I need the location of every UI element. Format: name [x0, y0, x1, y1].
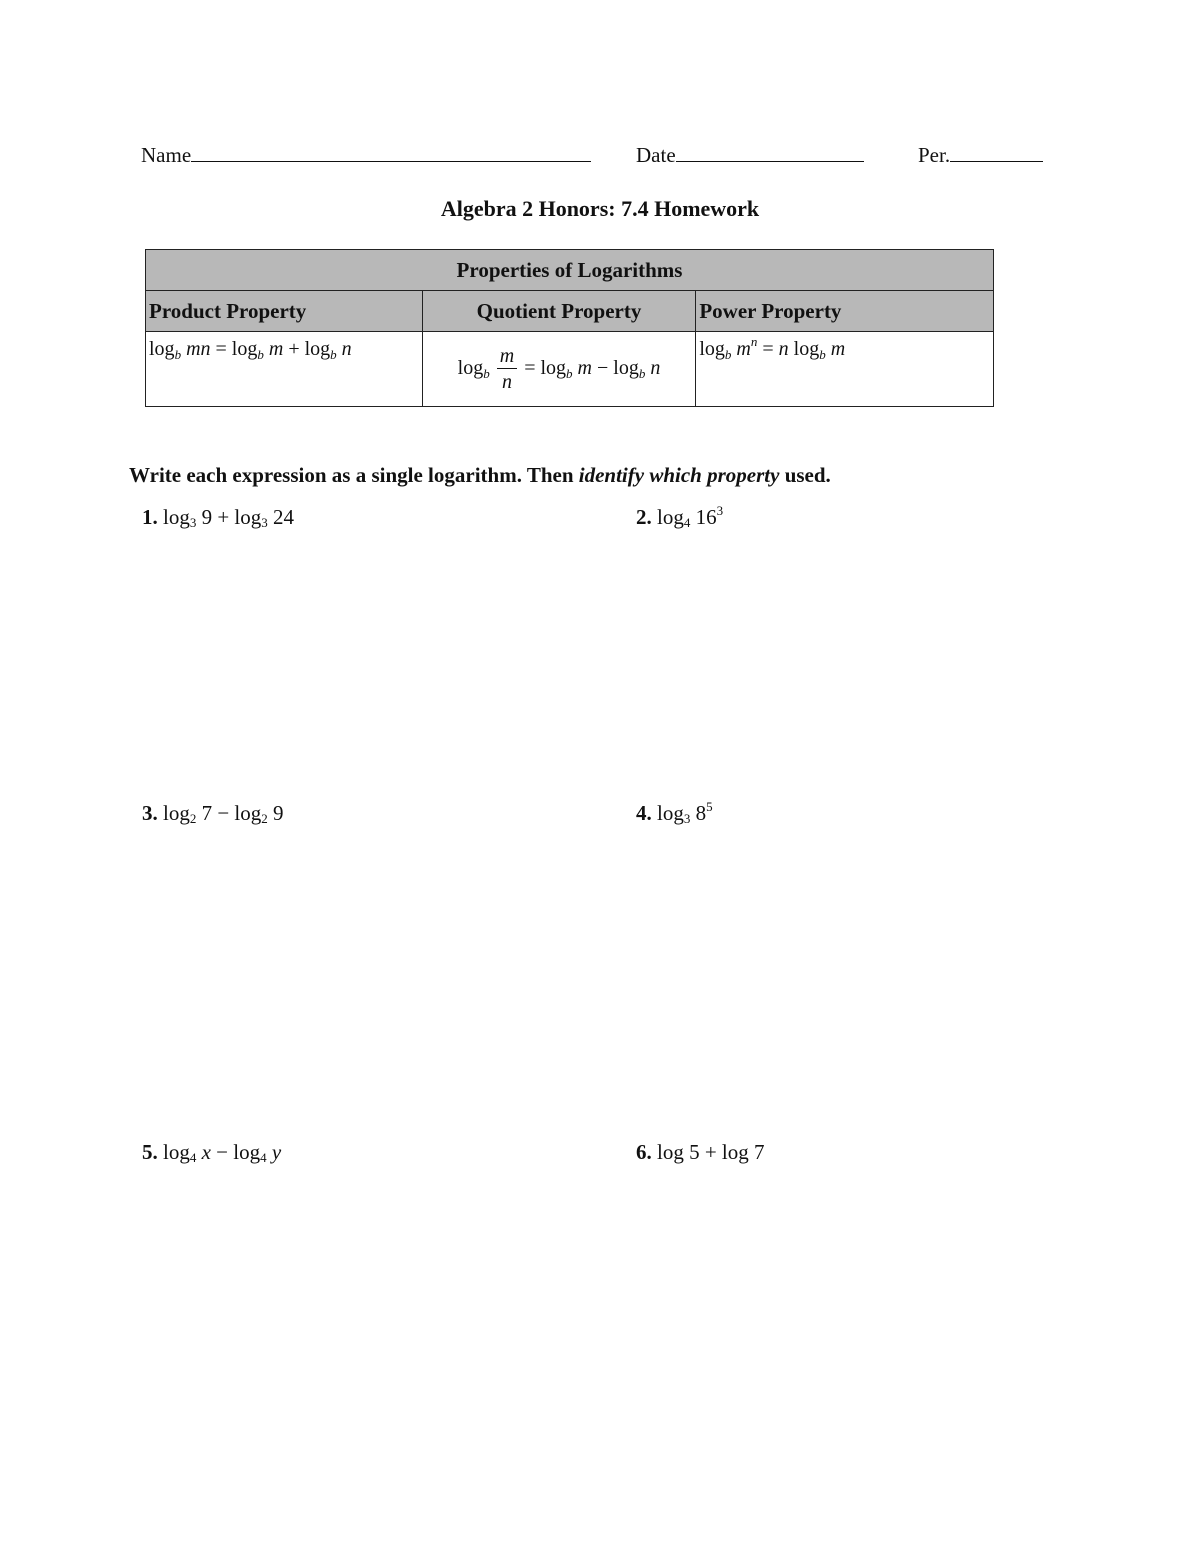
period-field[interactable]	[918, 142, 1043, 168]
problem-expression: log 5 + log 7	[657, 1140, 765, 1164]
problem-4	[636, 801, 713, 826]
date-label: Date	[636, 143, 676, 167]
problem-expression: $\log_2 7 - \log_2 9$	[163, 801, 284, 826]
product-property-formula: $\log_b$ mn = $\log_b m + \log_b n$	[146, 332, 423, 407]
page-title: Algebra 2 Honors: 7.4 Homework	[440, 196, 760, 221]
name-field[interactable]	[141, 142, 591, 168]
column-header-quotient: Quotient Property	[422, 291, 696, 332]
problem-number: 2.	[636, 505, 652, 529]
name-label: Name	[141, 143, 192, 167]
date-field[interactable]	[636, 142, 864, 168]
instructions-emphasis: identify which property	[578, 463, 780, 487]
problem-number: 6.	[636, 1140, 652, 1164]
column-header-power: Power Property	[696, 291, 994, 332]
table-caption: Properties of Logarithms	[146, 250, 994, 291]
instructions-text-end: used.	[779, 463, 831, 487]
problem-3	[142, 801, 284, 826]
problem-expression: $\log_4 x - \log_4 y$	[163, 1140, 282, 1165]
properties-table	[145, 249, 994, 407]
problem-expression: $\log_4 16^3$	[657, 503, 724, 530]
quotient-property-formula: $\log_b$ $\frac{m}{n}$ = $\log_b m - \log_b n$	[422, 332, 696, 407]
period-blank-line[interactable]	[950, 142, 1043, 162]
period-label: Per.	[918, 143, 951, 167]
power-property-formula: $\log_b m^n = n$ $\log_b m$	[696, 332, 994, 407]
problem-expression: $\log_3 8^5$	[657, 799, 713, 826]
problem-number: 5.	[142, 1140, 158, 1164]
name-blank-line[interactable]	[191, 142, 591, 162]
instructions	[129, 463, 831, 488]
problem-1	[142, 505, 294, 530]
problem-5	[142, 1140, 281, 1165]
problem-6	[636, 1140, 765, 1165]
problem-2	[636, 505, 723, 530]
column-header-product: Product Property	[146, 291, 423, 332]
instructions-text-start: Write each expression as a single logarithm. Then	[129, 463, 579, 487]
problem-number: 3.	[142, 801, 158, 825]
problem-number: 1.	[142, 505, 158, 529]
problem-expression: $\log_3 9 + \log_3 24$	[163, 505, 295, 530]
problem-number: 4.	[636, 801, 652, 825]
date-blank-line[interactable]	[676, 142, 864, 162]
